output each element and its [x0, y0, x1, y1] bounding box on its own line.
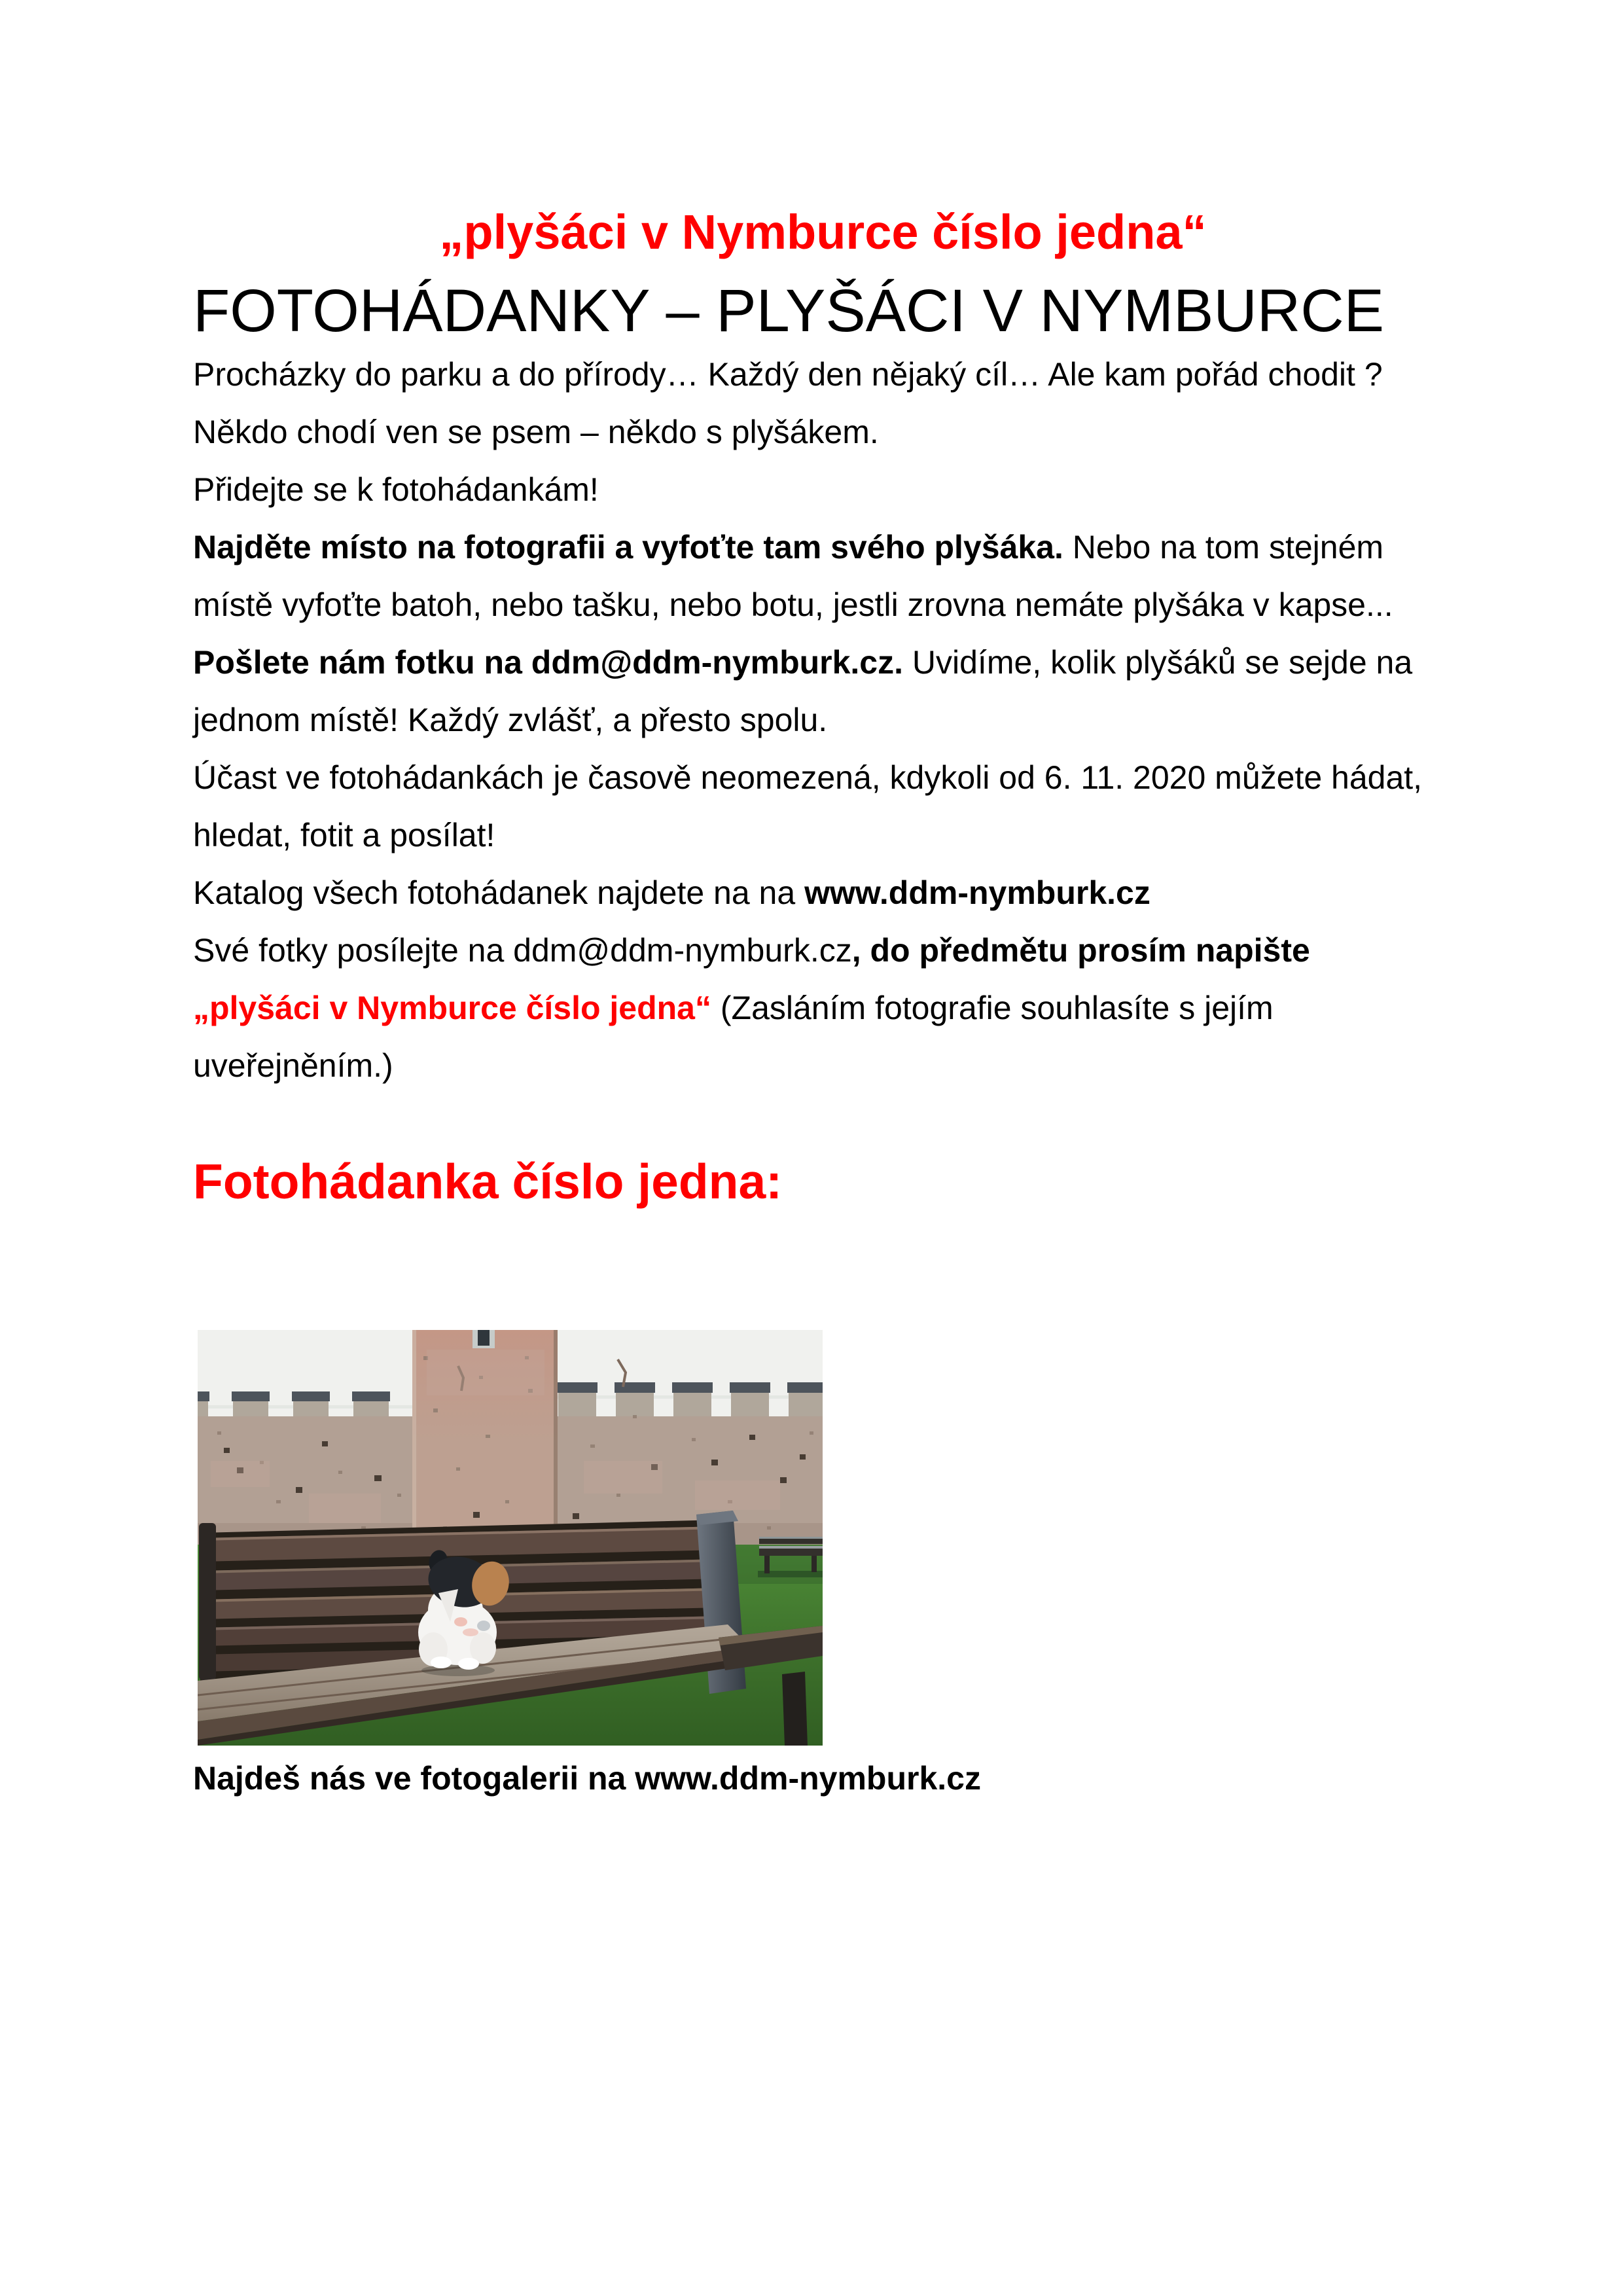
- text-run: Procházky do parku a do přírody… Každý den nějaký cíl… Ale kam pořád chodit ?: [193, 356, 1383, 393]
- text-run: Pošlete nám fotku na ddm@ddm-nymburk.cz.: [193, 644, 904, 681]
- toy-paw: [458, 1658, 479, 1670]
- text-run: místě vyfoťte batoh, nebo tašku, nebo botu, jestli zrovna nemáte plyšáka v kapse...: [193, 586, 1393, 623]
- text-run: jednom místě! Každý zvlášť, a přesto spolu.: [193, 702, 828, 738]
- text-run: (Zasláním fotografie souhlasíte s jejím: [711, 990, 1274, 1026]
- toy-pink-spot: [463, 1628, 478, 1636]
- intro-paragraph: [193, 346, 1453, 518]
- catalog-paragraph: [193, 864, 1453, 922]
- bench-right-leg: [782, 1672, 808, 1746]
- text-run: Uvidíme, kolik plyšáků se sejde na: [903, 644, 1413, 681]
- submission-paragraph: [193, 922, 1453, 1094]
- text-run: Přidejte se k fotohádankám!: [193, 471, 599, 508]
- text-run: Najděte místo na fotografii a vyfoťte tam svého plyšáka.: [193, 529, 1063, 565]
- section-heading: Fotohádanka číslo jedna:: [193, 1154, 783, 1209]
- riddle-photo: [198, 1330, 823, 1746]
- text-run: Účast ve fotohádankách je časově neomezená, kdykoli od 6. 11. 2020 můžete hádat,: [193, 759, 1423, 796]
- text-run: , do předmětu prosím napište: [851, 932, 1310, 969]
- toy-gray-patch: [477, 1621, 490, 1631]
- text-run: Své fotky posílejte na ddm@ddm-nymburk.cz: [193, 932, 852, 969]
- bench-left-frame: [199, 1523, 216, 1680]
- riddle-photo-scene: [198, 1330, 823, 1746]
- top-heading: „plyšáci v Nymburce číslo jedna“: [439, 205, 1207, 259]
- text-run: „plyšáci v Nymburce číslo jedna“: [193, 990, 711, 1026]
- find-place-paragraph: [193, 518, 1453, 634]
- text-run: Katalog všech fotohádanek najdete na na: [193, 874, 805, 911]
- toy-pink-spot: [454, 1617, 467, 1626]
- participation-paragraph: [193, 749, 1453, 864]
- text-run: www.ddm-nymburk.cz: [804, 874, 1150, 911]
- text-run: Nebo na tom stejném: [1063, 529, 1384, 565]
- send-photo-paragraph: [193, 634, 1453, 749]
- toy-paw: [431, 1657, 452, 1668]
- text-run: uveřejněním.): [193, 1047, 393, 1084]
- text-run: Někdo chodí ven se psem – někdo s plyšákem.: [193, 414, 879, 450]
- photo-caption: Najdeš nás ve fotogalerii na www.ddm-nymburk.cz: [193, 1760, 981, 1797]
- main-heading: FOTOHÁDANKY – PLYŠÁCI V NYMBURCE: [193, 278, 1385, 344]
- tower-window: [478, 1330, 490, 1346]
- text-run: hledat, fotit a posílat!: [193, 817, 495, 853]
